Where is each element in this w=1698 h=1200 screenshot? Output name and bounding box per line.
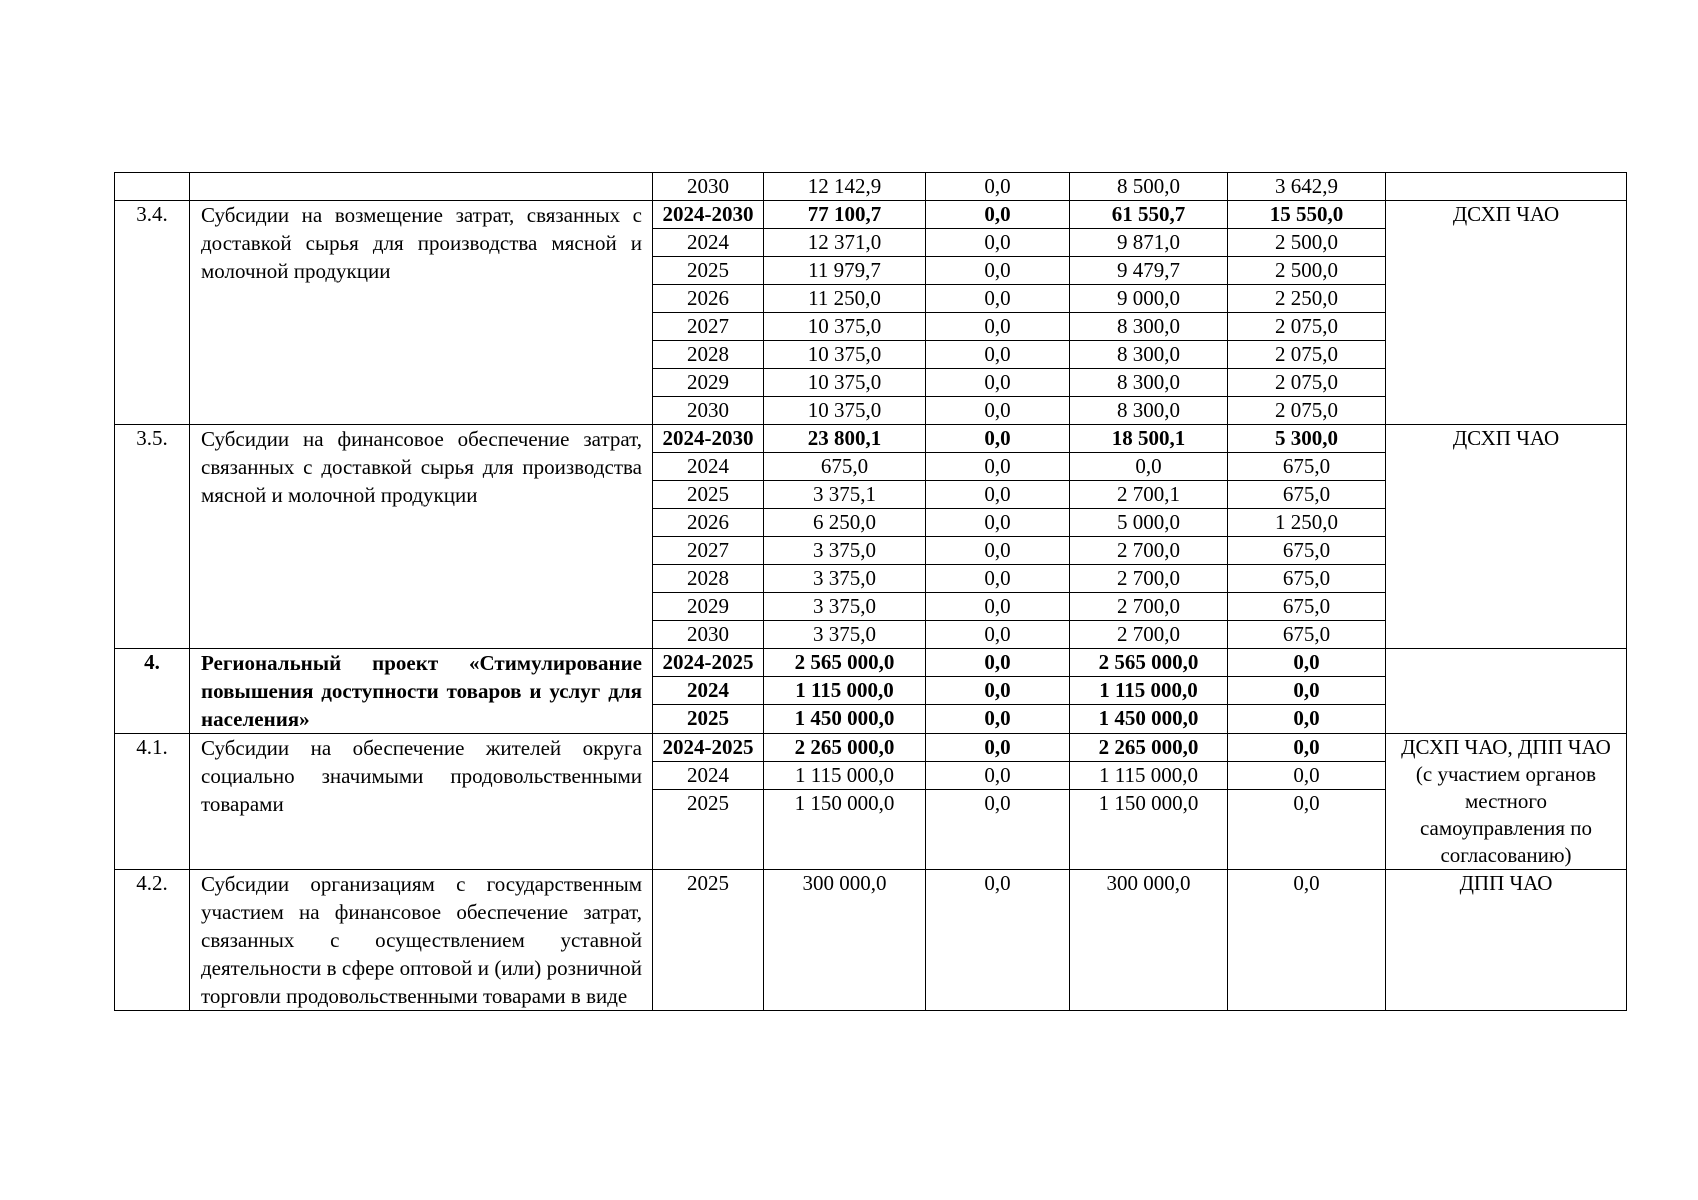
- year-cell: 2024: [653, 453, 764, 481]
- total-cell: 3 375,0: [764, 565, 926, 593]
- federal-cell: 0,0: [926, 509, 1070, 537]
- total-cell: 6 250,0: [764, 509, 926, 537]
- total-cell: 23 800,1: [764, 425, 926, 453]
- federal-cell: 0,0: [926, 705, 1070, 734]
- responsible-cell: ДСХП ЧАО, ДПП ЧАО (с участием органов местного самоуправления по согласованию): [1386, 734, 1627, 870]
- year-cell: 2024-2025: [653, 649, 764, 677]
- year-cell: 2029: [653, 593, 764, 621]
- item-name-cell: [190, 173, 653, 201]
- other-cell: 1 250,0: [1228, 509, 1386, 537]
- table-row: [115, 425, 1627, 453]
- item-number-cell: 4.2.: [115, 870, 190, 1011]
- item-number-cell: 4.1.: [115, 734, 190, 870]
- other-cell: 2 500,0: [1228, 257, 1386, 285]
- regional-cell: 2 565 000,0: [1070, 649, 1228, 677]
- federal-cell: 0,0: [926, 257, 1070, 285]
- regional-cell: 2 700,0: [1070, 565, 1228, 593]
- total-cell: 10 375,0: [764, 397, 926, 425]
- federal-cell: 0,0: [926, 173, 1070, 201]
- other-cell: 675,0: [1228, 593, 1386, 621]
- total-cell: 10 375,0: [764, 369, 926, 397]
- federal-cell: 0,0: [926, 397, 1070, 425]
- total-cell: 10 375,0: [764, 313, 926, 341]
- year-cell: 2028: [653, 565, 764, 593]
- regional-cell: 0,0: [1070, 453, 1228, 481]
- regional-cell: 2 265 000,0: [1070, 734, 1228, 762]
- year-cell: 2028: [653, 341, 764, 369]
- federal-cell: 0,0: [926, 734, 1070, 762]
- federal-cell: 0,0: [926, 565, 1070, 593]
- total-cell: 3 375,0: [764, 593, 926, 621]
- regional-cell: 1 150 000,0: [1070, 790, 1228, 870]
- other-cell: 0,0: [1228, 734, 1386, 762]
- other-cell: 0,0: [1228, 677, 1386, 705]
- year-cell: 2030: [653, 397, 764, 425]
- federal-cell: 0,0: [926, 313, 1070, 341]
- federal-cell: 0,0: [926, 229, 1070, 257]
- other-cell: 2 250,0: [1228, 285, 1386, 313]
- year-cell: 2025: [653, 481, 764, 509]
- year-cell: 2027: [653, 313, 764, 341]
- year-cell: 2024-2030: [653, 201, 764, 229]
- federal-cell: 0,0: [926, 870, 1070, 1011]
- regional-cell: 8 300,0: [1070, 369, 1228, 397]
- federal-cell: 0,0: [926, 593, 1070, 621]
- year-cell: 2026: [653, 285, 764, 313]
- federal-cell: 0,0: [926, 201, 1070, 229]
- federal-cell: 0,0: [926, 790, 1070, 870]
- regional-cell: 9 000,0: [1070, 285, 1228, 313]
- other-cell: 2 075,0: [1228, 341, 1386, 369]
- federal-cell: 0,0: [926, 677, 1070, 705]
- regional-cell: 300 000,0: [1070, 870, 1228, 1011]
- federal-cell: 0,0: [926, 285, 1070, 313]
- regional-cell: 8 300,0: [1070, 397, 1228, 425]
- regional-cell: 1 115 000,0: [1070, 762, 1228, 790]
- item-number-cell: [115, 173, 190, 201]
- regional-cell: 2 700,0: [1070, 537, 1228, 565]
- total-cell: 12 142,9: [764, 173, 926, 201]
- other-cell: 3 642,9: [1228, 173, 1386, 201]
- federal-cell: 0,0: [926, 649, 1070, 677]
- federal-cell: 0,0: [926, 425, 1070, 453]
- year-cell: 2024: [653, 762, 764, 790]
- other-cell: 15 550,0: [1228, 201, 1386, 229]
- total-cell: 77 100,7: [764, 201, 926, 229]
- item-number-cell: 3.5.: [115, 425, 190, 649]
- regional-cell: 8 300,0: [1070, 341, 1228, 369]
- other-cell: 675,0: [1228, 481, 1386, 509]
- regional-cell: 9 479,7: [1070, 257, 1228, 285]
- other-cell: 675,0: [1228, 537, 1386, 565]
- regional-cell: 1 450 000,0: [1070, 705, 1228, 734]
- year-cell: 2024-2030: [653, 425, 764, 453]
- other-cell: 0,0: [1228, 649, 1386, 677]
- year-cell: 2030: [653, 173, 764, 201]
- federal-cell: 0,0: [926, 537, 1070, 565]
- budget-table: [114, 172, 1627, 1011]
- regional-cell: 2 700,0: [1070, 621, 1228, 649]
- other-cell: 2 075,0: [1228, 313, 1386, 341]
- regional-cell: 8 300,0: [1070, 313, 1228, 341]
- total-cell: 300 000,0: [764, 870, 926, 1011]
- federal-cell: 0,0: [926, 762, 1070, 790]
- federal-cell: 0,0: [926, 481, 1070, 509]
- other-cell: 675,0: [1228, 565, 1386, 593]
- regional-cell: 2 700,1: [1070, 481, 1228, 509]
- regional-cell: 8 500,0: [1070, 173, 1228, 201]
- total-cell: 11 979,7: [764, 257, 926, 285]
- total-cell: 10 375,0: [764, 341, 926, 369]
- total-cell: 3 375,1: [764, 481, 926, 509]
- item-number-cell: 3.4.: [115, 201, 190, 425]
- table-row: [115, 173, 1627, 201]
- year-cell: 2029: [653, 369, 764, 397]
- item-name-cell: Субсидии на финансовое обеспечение затрат, связанных с доставкой сырья для производства мясной и молочной продукции: [190, 425, 653, 649]
- other-cell: 675,0: [1228, 621, 1386, 649]
- other-cell: 675,0: [1228, 453, 1386, 481]
- year-cell: 2024-2025: [653, 734, 764, 762]
- total-cell: 1 115 000,0: [764, 762, 926, 790]
- year-cell: 2025: [653, 257, 764, 285]
- federal-cell: 0,0: [926, 453, 1070, 481]
- item-name-cell: Субсидии на обеспечение жителей округа социально значимыми продовольственными товарами: [190, 734, 653, 870]
- total-cell: 1 115 000,0: [764, 677, 926, 705]
- other-cell: 0,0: [1228, 870, 1386, 1011]
- year-cell: 2026: [653, 509, 764, 537]
- year-cell: 2024: [653, 229, 764, 257]
- other-cell: 0,0: [1228, 762, 1386, 790]
- table-row: [115, 201, 1627, 229]
- year-cell: 2025: [653, 870, 764, 1011]
- total-cell: 3 375,0: [764, 621, 926, 649]
- total-cell: 1 450 000,0: [764, 705, 926, 734]
- federal-cell: 0,0: [926, 369, 1070, 397]
- regional-cell: 2 700,0: [1070, 593, 1228, 621]
- table-row: [115, 734, 1627, 762]
- total-cell: 2 265 000,0: [764, 734, 926, 762]
- responsible-cell: ДСХП ЧАО: [1386, 201, 1627, 425]
- item-number-cell: 4.: [115, 649, 190, 734]
- responsible-cell: [1386, 173, 1627, 201]
- other-cell: 2 500,0: [1228, 229, 1386, 257]
- responsible-cell: [1386, 649, 1627, 734]
- responsible-cell: ДСХП ЧАО: [1386, 425, 1627, 649]
- regional-cell: 5 000,0: [1070, 509, 1228, 537]
- year-cell: 2030: [653, 621, 764, 649]
- total-cell: 675,0: [764, 453, 926, 481]
- regional-cell: 9 871,0: [1070, 229, 1228, 257]
- year-cell: 2025: [653, 705, 764, 734]
- year-cell: 2024: [653, 677, 764, 705]
- total-cell: 1 150 000,0: [764, 790, 926, 870]
- total-cell: 12 371,0: [764, 229, 926, 257]
- item-name-cell: Региональный проект «Стимулирование повышения доступности товаров и услуг для населения»: [190, 649, 653, 734]
- other-cell: 0,0: [1228, 705, 1386, 734]
- other-cell: 0,0: [1228, 790, 1386, 870]
- year-cell: 2025: [653, 790, 764, 870]
- regional-cell: 1 115 000,0: [1070, 677, 1228, 705]
- total-cell: 11 250,0: [764, 285, 926, 313]
- other-cell: 5 300,0: [1228, 425, 1386, 453]
- regional-cell: 18 500,1: [1070, 425, 1228, 453]
- other-cell: 2 075,0: [1228, 369, 1386, 397]
- federal-cell: 0,0: [926, 341, 1070, 369]
- total-cell: 2 565 000,0: [764, 649, 926, 677]
- responsible-cell: ДПП ЧАО: [1386, 870, 1627, 1011]
- other-cell: 2 075,0: [1228, 397, 1386, 425]
- regional-cell: 61 550,7: [1070, 201, 1228, 229]
- item-name-cell: Субсидии организациям с государственным участием на финансовое обеспечение затрат, связанных с осуществлением уставной деятельности в сфере оптовой и (или) розничной торговли продовольственными товарами в виде: [190, 870, 653, 1011]
- total-cell: 3 375,0: [764, 537, 926, 565]
- item-name-cell: Субсидии на возмещение затрат, связанных с доставкой сырья для производства мясной и молочной продукции: [190, 201, 653, 425]
- year-cell: 2027: [653, 537, 764, 565]
- federal-cell: 0,0: [926, 621, 1070, 649]
- table-row: [115, 649, 1627, 677]
